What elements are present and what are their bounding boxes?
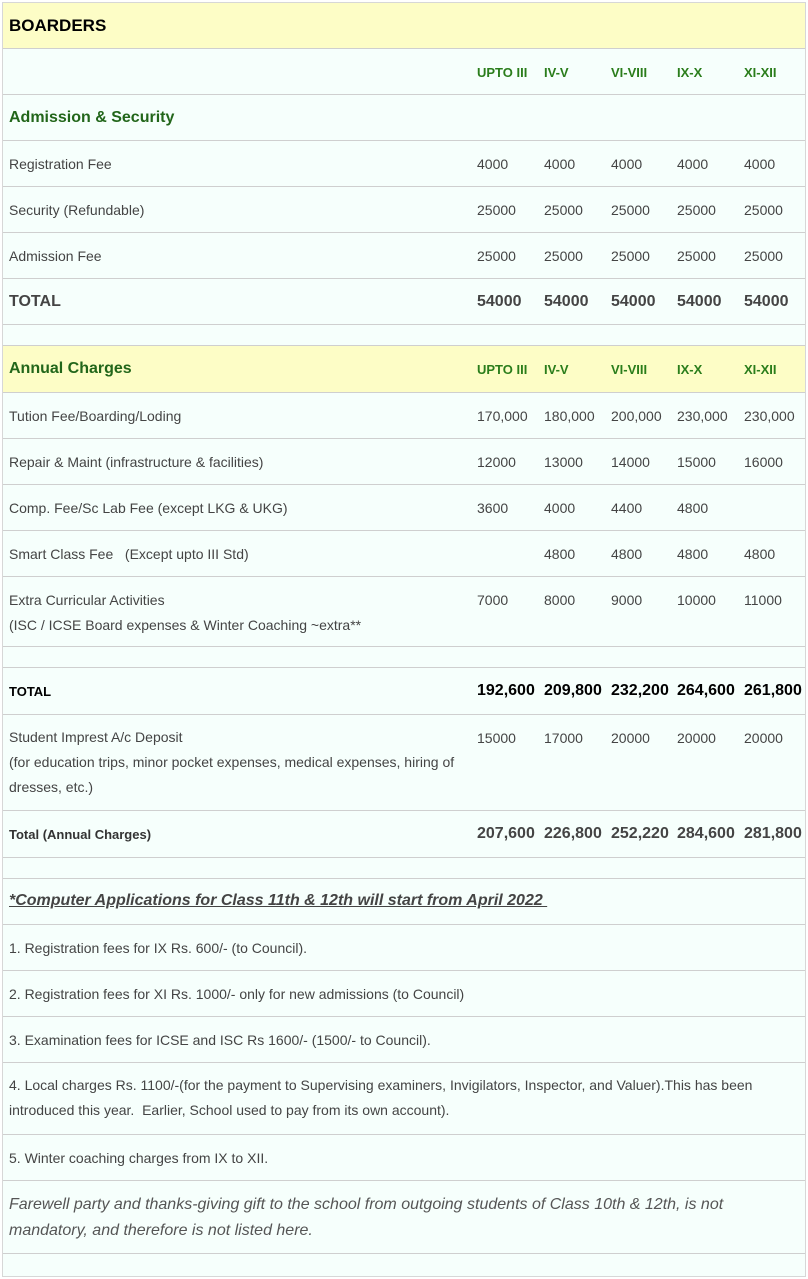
cell-value: 9000 [611,592,643,608]
cell-value: 230,000 [677,408,728,424]
section-heading-admission: Admission & Security [9,109,175,126]
cell-value: 180,000 [544,408,595,424]
cell-value: 25000 [744,248,783,264]
row-label: Repair & Maint (infrastructure & facilities) [9,454,264,470]
page-title: BOARDERS [9,16,107,35]
total-value: 209,800 [544,682,602,699]
list-item [3,1135,805,1181]
col-header-ix-x: IX-X [677,65,703,80]
cell-value: 4000 [477,156,509,172]
col-header-vi-viii: VI-VIII [611,65,648,80]
spacer-row [3,325,805,346]
table-row [3,393,805,439]
list-item [3,1017,805,1063]
cell-value: 25000 [677,202,716,218]
cell-value: 12000 [477,454,516,470]
cell-value: 4800 [611,546,643,562]
table-row [3,187,805,233]
cell-value: 20000 [677,730,716,746]
notes-heading-row [3,879,805,925]
cell-value: 7000 [477,592,509,608]
cell-value: 16000 [744,454,783,470]
col-header-vi-viii: VI-VIII [611,362,648,377]
total-value: 264,600 [677,682,735,699]
col-header-xi-xii: XI-XII [744,362,777,377]
row-label: Tution Fee/Boarding/Loding [9,408,182,424]
total-value: 252,220 [611,825,669,842]
footer-note-row [3,1181,805,1254]
cell-value: 200,000 [611,408,662,424]
cell-value: 20000 [744,730,783,746]
table-row [3,439,805,485]
spacer-row [3,647,805,668]
row-sublabel: (ISC / ICSE Board expenses & Winter Coaching ~extra** [9,617,362,633]
cell-value: 25000 [611,248,650,264]
cell-value: 10000 [677,592,716,608]
row-label: Total (Annual Charges) [9,827,152,842]
cell-value: 4000 [544,500,576,516]
cell-value: 13000 [544,454,583,470]
col-header-upto-iii: UPTO III [477,65,528,80]
table-row [3,485,805,531]
note-text: 5. Winter coaching charges from IX to XII. [9,1150,269,1166]
list-item [3,925,805,971]
imprest-sublabel: (for education trips, minor pocket expenses, medical expenses, hiring of dresses, etc.) [9,754,455,795]
total-value: 192,600 [477,682,535,699]
row-label: Admission Fee [9,248,102,264]
admission-heading-row [3,95,805,141]
footer-note: Farewell party and thanks-giving gift to the school from outgoing students of Class 10th & 12th, is not mandatory, and therefore is not listed here. [9,1196,724,1239]
total-value: 226,800 [544,825,602,842]
cell-value: 4000 [677,156,709,172]
row-label: Registration Fee [9,156,112,172]
table-row [3,715,805,811]
row-label: Smart Class Fee (Except upto III Std) [9,546,249,562]
table-row [3,233,805,279]
cell-value: 4000 [544,156,576,172]
cell-value: 4800 [744,546,776,562]
cell-value: 4000 [611,156,643,172]
annual-heading-row [3,346,805,393]
col-header-ix-x: IX-X [677,362,703,377]
row-label: TOTAL [9,684,52,699]
list-item [3,971,805,1017]
spacer-row [3,1254,805,1276]
total-value: 54000 [477,293,522,310]
note-text: 1. Registration fees for IX Rs. 600/- (to Council). [9,940,308,956]
cell-value: 25000 [677,248,716,264]
cell-value: 25000 [744,202,783,218]
col-header-upto-iii: UPTO III [477,362,528,377]
table-row [3,577,805,647]
cell-value: 4400 [611,500,643,516]
row-label: TOTAL [9,293,61,310]
row-label: Security (Refundable) [9,202,145,218]
cell-value: 4800 [544,546,576,562]
cell-value: 170,000 [477,408,528,424]
grand-total-row [3,811,805,858]
cell-value: 8000 [544,592,576,608]
row-label [9,725,464,800]
cell-value: 25000 [544,248,583,264]
cell-value: 11000 [744,592,782,608]
table-row [3,141,805,187]
total-value: 207,600 [477,825,535,842]
cell-value: 4800 [677,500,709,516]
cell-value: 15000 [677,454,716,470]
total-value: 232,200 [611,682,669,699]
note-text: 2. Registration fees for XI Rs. 1000/- only for new admissions (to Council) [9,986,465,1002]
total-value: 261,800 [744,682,802,699]
cell-value: 4800 [677,546,709,562]
total-value: 281,800 [744,825,802,842]
cell-value: 25000 [477,202,516,218]
note-text: 4. Local charges Rs. 1100/-(for the payment to Supervising examiners, Invigilators, Inspector, and Valuer).This has been introduced this year. Earlier, School used to pay from its own account). [9,1077,757,1118]
col-header-xi-xii: XI-XII [744,65,777,80]
cell-value: 25000 [544,202,583,218]
cell-value: 3600 [477,500,509,516]
total-value: 54000 [744,293,789,310]
column-header-row [3,49,805,95]
cell-value: 25000 [611,202,650,218]
notes-heading: *Computer Applications for Class 11th & 12th will start from April 2022 [9,892,548,909]
row-label: Comp. Fee/Sc Lab Fee (except LKG & UKG) [9,500,288,516]
table-row [3,531,805,577]
total-row [3,668,805,715]
cell-value: 20000 [611,730,650,746]
total-value: 54000 [544,293,589,310]
total-value: 284,600 [677,825,735,842]
col-header-iv-v: IV-V [544,362,569,377]
row-label: Extra Curricular Activities [9,592,165,608]
cell-value: 25000 [477,248,516,264]
title-row [3,3,805,49]
fee-table [2,2,806,1277]
total-row [3,279,805,325]
section-heading-annual: Annual Charges [9,360,132,377]
cell-value: 15000 [477,730,516,746]
cell-value: 14000 [611,454,650,470]
col-header-iv-v: IV-V [544,65,569,80]
cell-value: 230,000 [744,408,795,424]
imprest-label: Student Imprest A/c Deposit [9,729,183,745]
cell-value: 17000 [544,730,583,746]
spacer-row [3,858,805,879]
cell-value: 4000 [744,156,776,172]
total-value: 54000 [611,293,656,310]
list-item [3,1063,805,1135]
total-value: 54000 [677,293,722,310]
note-text: 3. Examination fees for ICSE and ISC Rs 1600/- (1500/- to Council). [9,1032,431,1048]
